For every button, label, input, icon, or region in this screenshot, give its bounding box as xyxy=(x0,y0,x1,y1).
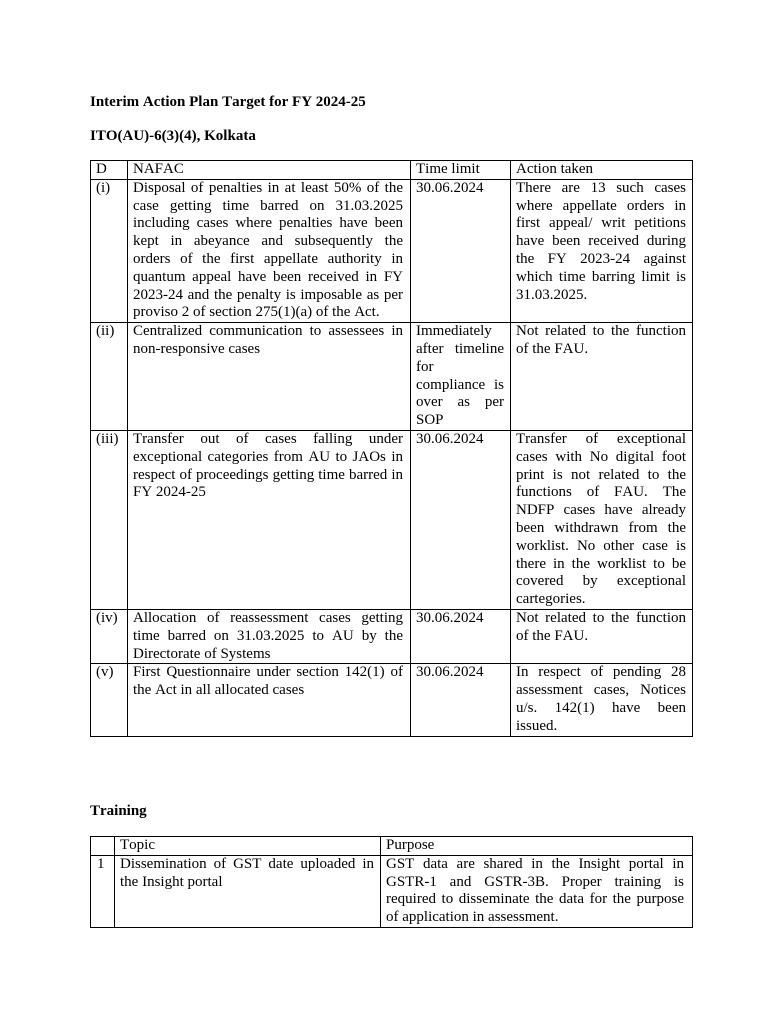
row-id-cell xyxy=(91,609,128,663)
action-plan-table xyxy=(90,160,693,737)
time-limit-text: Immediately after timeline for compliance is over as per SOP xyxy=(416,323,504,429)
row-id-cell xyxy=(91,323,128,431)
header-cell-d xyxy=(91,161,128,180)
nafac-cell xyxy=(128,430,411,609)
nafac-text: First Questionnaire under section 142(1) of the Act in all allocated cases xyxy=(133,664,403,699)
header-label-topic: Topic xyxy=(120,837,155,853)
table-row xyxy=(91,855,693,927)
action-taken-cell xyxy=(511,430,693,609)
header-label-d: D xyxy=(96,161,107,177)
header-label-action-taken: Action taken xyxy=(516,161,594,177)
time-limit-cell xyxy=(411,179,511,322)
row-id-cell xyxy=(91,430,128,609)
table-row xyxy=(91,430,693,609)
purpose-text: GST data are shared in the Insight portal in GSTR-1 and GSTR-3B. Proper training is required to disseminate the data for the purpose of application in assessment. xyxy=(386,855,684,926)
header-cell-time-limit xyxy=(411,161,511,180)
time-limit-cell xyxy=(411,664,511,736)
action-taken-text: In respect of pending 28 assessment cases, Notices u/s. 142(1) have been issued. xyxy=(516,664,686,734)
office-subtitle: ITO(AU)-6(3)(4), Kolkata xyxy=(90,128,256,144)
topic-cell xyxy=(115,855,381,927)
time-limit-text: 30.06.2024 xyxy=(416,609,484,626)
table-header-row xyxy=(91,161,693,180)
nafac-text: Transfer out of cases falling under exceptional categories from AU to JAOs in respect of proceedings getting time barred in FY 2024-25 xyxy=(133,430,403,501)
time-limit-text: 30.06.2024 xyxy=(416,664,484,681)
time-limit-cell xyxy=(411,609,511,663)
training-table xyxy=(90,836,693,928)
row-number: 1 xyxy=(97,855,105,872)
time-limit-text: 30.06.2024 xyxy=(416,430,484,447)
training-heading: Training xyxy=(90,803,147,819)
row-id: (v) xyxy=(96,664,114,681)
table-row xyxy=(91,609,693,663)
row-id: (ii) xyxy=(96,323,115,340)
table-row xyxy=(91,179,693,322)
action-taken-text: There are 13 such cases where appellate orders in first appeal/ writ petitions have been received during the FY 2023-24 against which time barring limit is 31.03.2025. xyxy=(516,179,686,303)
nafac-cell xyxy=(128,323,411,431)
header-cell-number xyxy=(91,837,115,856)
nafac-cell xyxy=(128,664,411,736)
action-taken-cell xyxy=(511,323,693,431)
time-limit-cell xyxy=(411,430,511,609)
row-number-cell xyxy=(91,855,115,927)
action-taken-cell xyxy=(511,664,693,736)
action-taken-text: Transfer of exceptional cases with No digital foot print is not related to the functions of FAU. The NDFP cases have already been withdrawn from the worklist. No other case is there in the worklist to be covered by exceptional cartegories. xyxy=(516,430,686,608)
header-cell-action-taken xyxy=(511,161,693,180)
purpose-cell xyxy=(381,855,693,927)
time-limit-cell xyxy=(411,323,511,431)
header-label-nafac: NAFAC xyxy=(133,161,184,177)
topic-text: Dissemination of GST date uploaded in the Insight portal xyxy=(120,855,374,890)
time-limit-text: 30.06.2024 xyxy=(416,179,484,196)
nafac-text: Allocation of reassessment cases getting time barred on 31.03.2025 to AU by the Directorate of Systems xyxy=(133,609,403,662)
action-taken-cell xyxy=(511,609,693,663)
header-cell-nafac xyxy=(128,161,411,180)
action-taken-cell xyxy=(511,179,693,322)
nafac-text: Centralized communication to assessees in non-responsive cases xyxy=(133,323,403,357)
page-title: Interim Action Plan Target for FY 2024-25 xyxy=(90,94,366,110)
action-taken-text: Not related to the function of the FAU. xyxy=(516,323,686,357)
nafac-cell xyxy=(128,609,411,663)
header-label-time-limit: Time limit xyxy=(416,161,480,177)
header-label-purpose: Purpose xyxy=(386,837,435,853)
row-id-cell xyxy=(91,179,128,322)
action-taken-text: Not related to the function of the FAU. xyxy=(516,609,686,644)
nafac-cell xyxy=(128,179,411,322)
header-cell-topic xyxy=(115,837,381,856)
nafac-text: Disposal of penalties in at least 50% of the case getting time barred on 31.03.2025 including cases where penalties have been kept in abeyance and subsequently the orders of the first appellate authority in quantum appeal have been received in FY 2023-24 and the penalty is imposable as per proviso 2 of section 275(1)(a) of the Act. xyxy=(133,179,403,321)
row-id: (iii) xyxy=(96,430,119,447)
row-id: (i) xyxy=(96,179,111,196)
row-id-cell xyxy=(91,664,128,736)
table-row xyxy=(91,664,693,736)
row-id: (iv) xyxy=(96,609,118,626)
header-cell-purpose xyxy=(381,837,693,856)
table-header-row xyxy=(91,837,693,856)
table-row xyxy=(91,323,693,431)
